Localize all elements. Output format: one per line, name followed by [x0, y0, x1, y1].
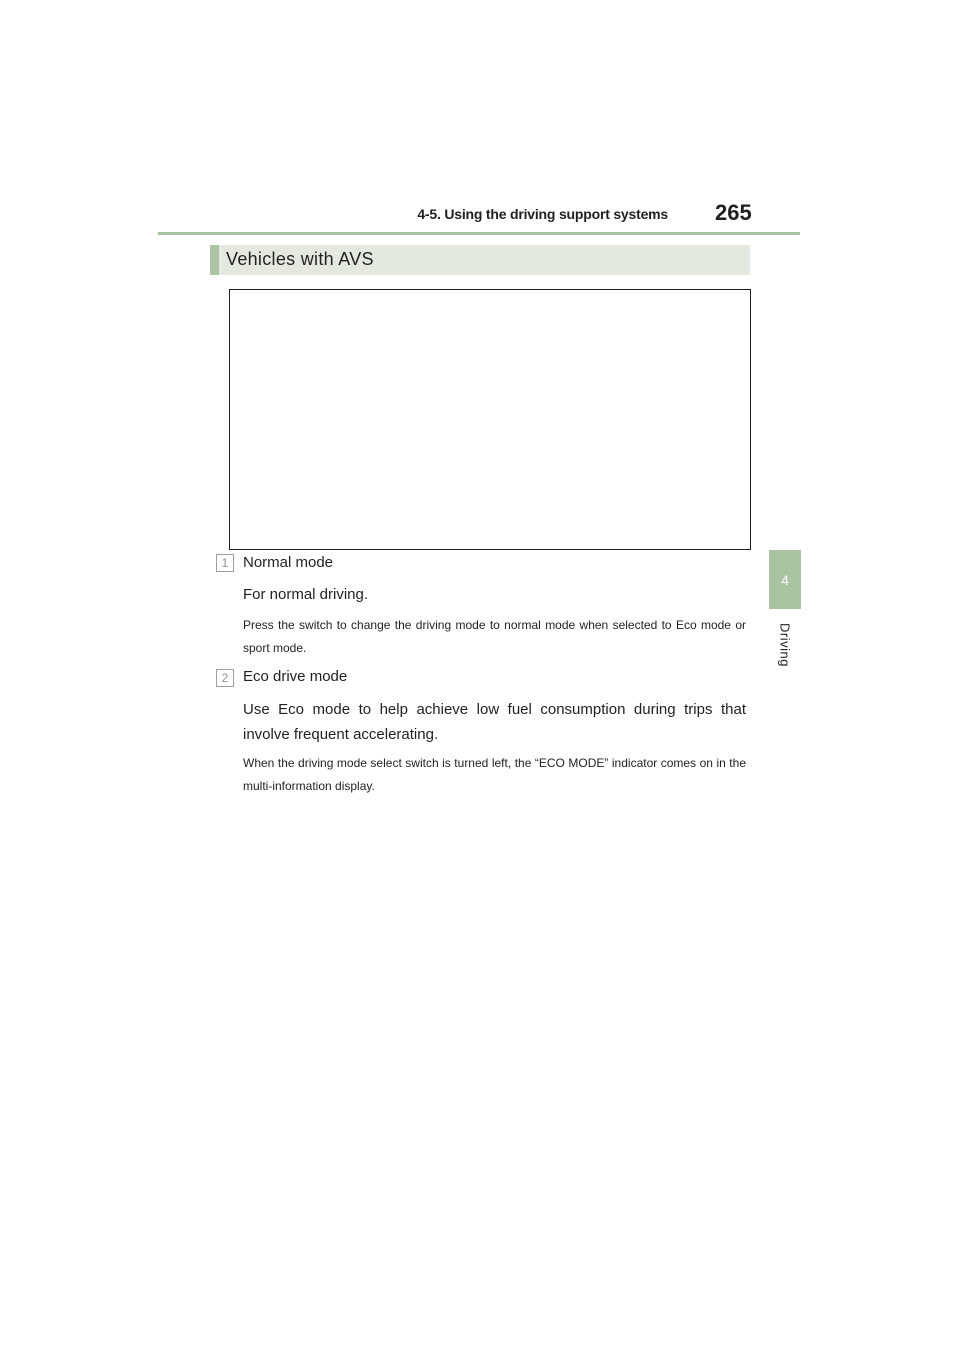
page-number: 265	[715, 200, 752, 225]
item-title: Eco drive mode	[243, 668, 348, 685]
item-note: When the driving mode select switch is turned left, the “ECO MODE” indicator comes on in the multi-information display.	[243, 756, 746, 793]
header-rule	[158, 232, 800, 235]
item-description: Use Eco mode to help achieve low fuel consumption during trips that involve frequent accelerating.	[243, 701, 746, 743]
item-number-badge: 1	[216, 554, 234, 572]
item-number-badge: 2	[216, 669, 234, 687]
section-heading-bar	[210, 245, 750, 275]
chapter-label: Driving	[777, 623, 793, 667]
section-title: Vehicles with AVS	[226, 249, 374, 269]
chapter-tab[interactable]	[769, 550, 801, 609]
chapter-number: 4	[781, 571, 789, 588]
section-heading-accent	[210, 245, 219, 275]
item-note: Press the switch to change the driving mode to normal mode when selected to Eco mode or sport mode.	[243, 618, 746, 655]
item-title: Normal mode	[243, 554, 334, 571]
item-description: For normal driving.	[243, 586, 369, 603]
illustration-placeholder	[229, 289, 751, 550]
running-header: 4-5. Using the driving support systems	[417, 206, 668, 222]
